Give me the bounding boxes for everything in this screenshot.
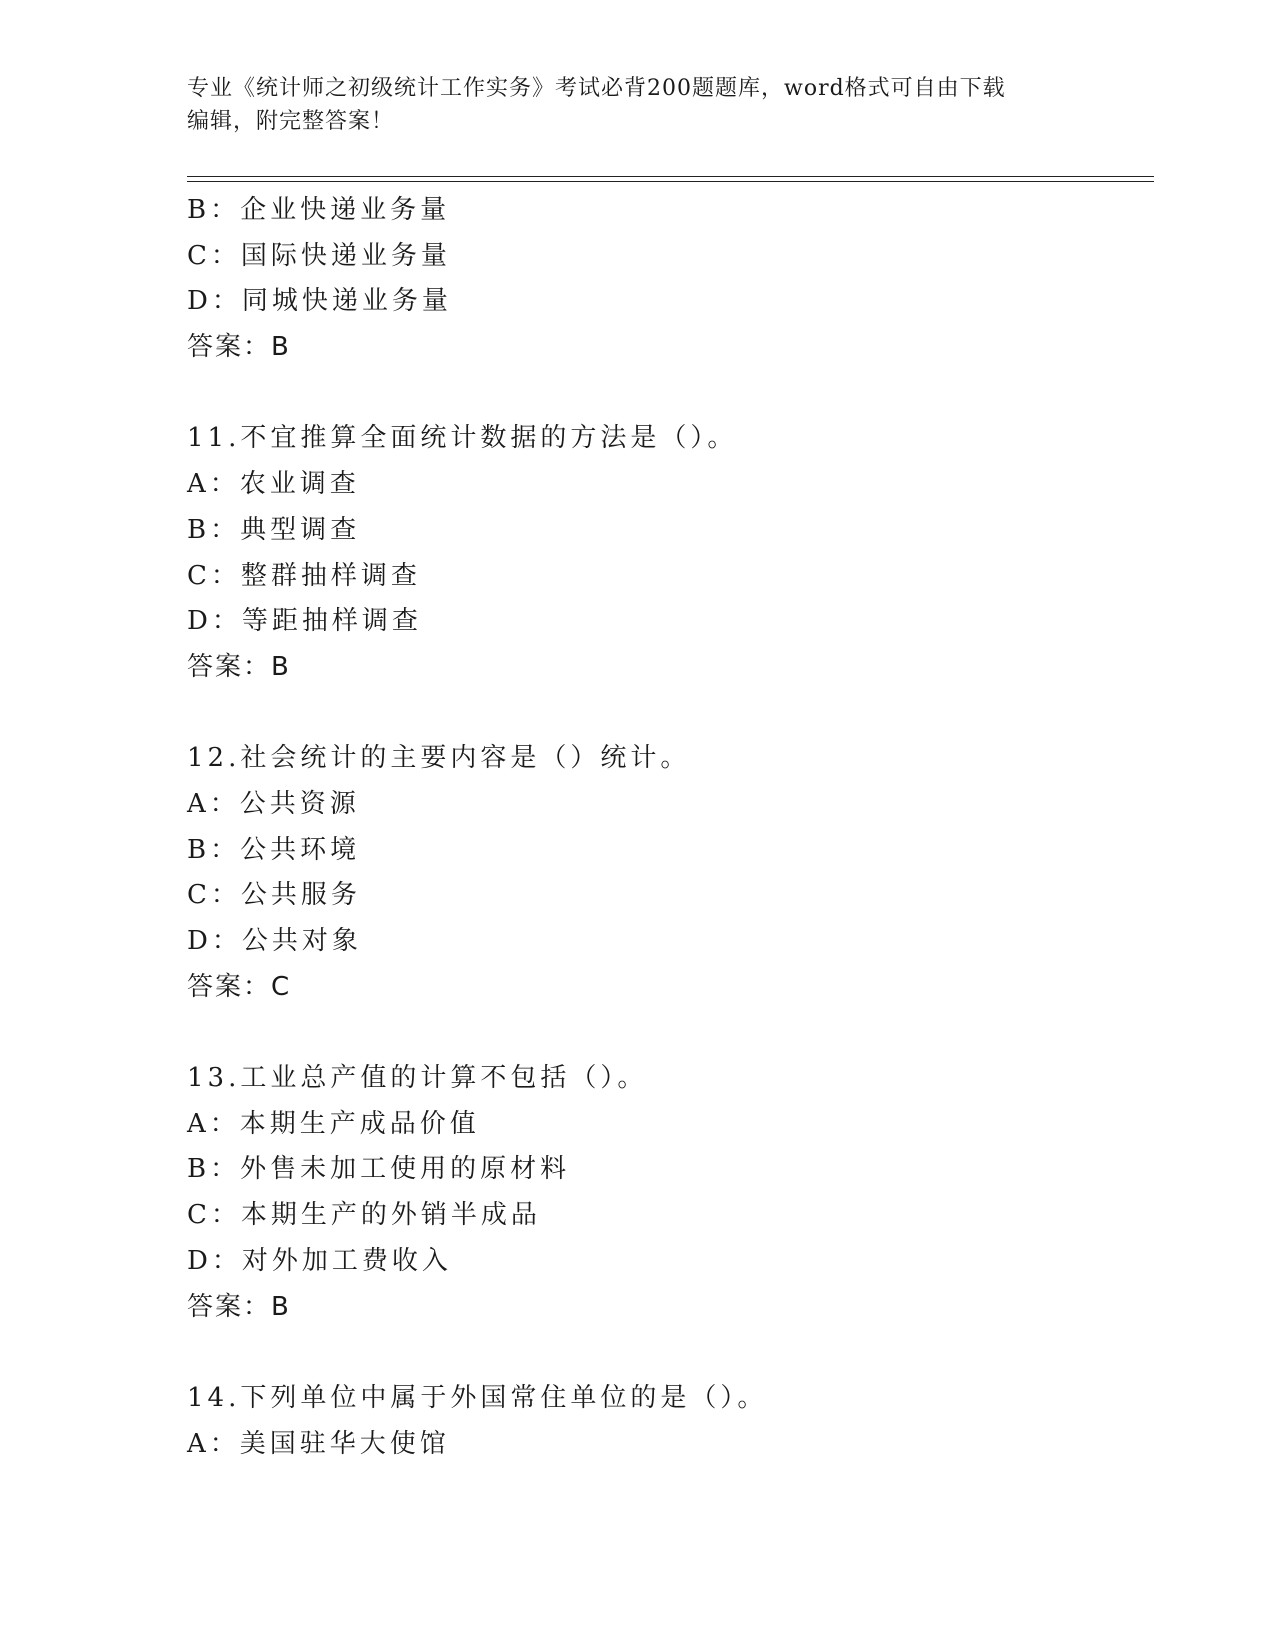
spacer — [187, 691, 1167, 737]
question-block — [187, 1056, 1167, 1330]
option: D：公共对象 — [187, 926, 362, 956]
question-block — [187, 188, 1167, 371]
question-block — [187, 1376, 1167, 1467]
question-block — [187, 736, 1167, 1010]
header-line-2: 编辑，附完整答案！ — [187, 109, 395, 134]
question-stem: 14.下列单位中属于外国常住单位的是（）。 — [187, 1382, 768, 1413]
header-divider-bottom — [187, 181, 1154, 182]
header-divider-top — [187, 176, 1154, 177]
question-stem: 12.社会统计的主要内容是（）统计。 — [187, 743, 691, 774]
option: D：对外加工费收入 — [187, 1245, 452, 1276]
answer: 答案：B — [187, 332, 291, 363]
option: D：同城快递业务量 — [187, 286, 452, 317]
spacer — [187, 1010, 1167, 1056]
option: A：本期生产成品价值 — [187, 1108, 480, 1139]
option: A：美国驻华大使馆 — [187, 1428, 450, 1459]
option: A：农业调查 — [187, 469, 360, 500]
question-list — [187, 188, 1167, 1467]
option: B：外售未加工使用的原材料 — [187, 1154, 571, 1185]
question-stem: 11.不宜推算全面统计数据的方法是（）。 — [187, 423, 738, 454]
question-stem: 13.工业总产值的计算不包括（）。 — [187, 1063, 648, 1094]
option: B：企业快递业务量 — [187, 195, 451, 225]
option: B：典型调查 — [187, 514, 361, 545]
option: D：等距抽样调查 — [187, 606, 422, 637]
document-header — [187, 72, 1087, 138]
option: C：整群抽样调查 — [187, 560, 421, 591]
answer: 答案：B — [187, 651, 291, 682]
option: C：本期生产的外销半成品 — [187, 1200, 541, 1231]
answer: 答案：C — [187, 971, 292, 1002]
option: A：公共资源 — [187, 788, 360, 819]
option: C：公共服务 — [187, 880, 361, 911]
question-block — [187, 416, 1167, 690]
option: B：公共环境 — [187, 834, 361, 865]
spacer — [187, 1330, 1167, 1376]
answer: 答案：B — [187, 1291, 291, 1322]
header-line-1: 专业《统计师之初级统计工作实务》考试必背200题题库，word格式可自由下载 — [187, 76, 1006, 101]
spacer — [187, 371, 1167, 417]
option: C：国际快递业务量 — [187, 240, 451, 271]
